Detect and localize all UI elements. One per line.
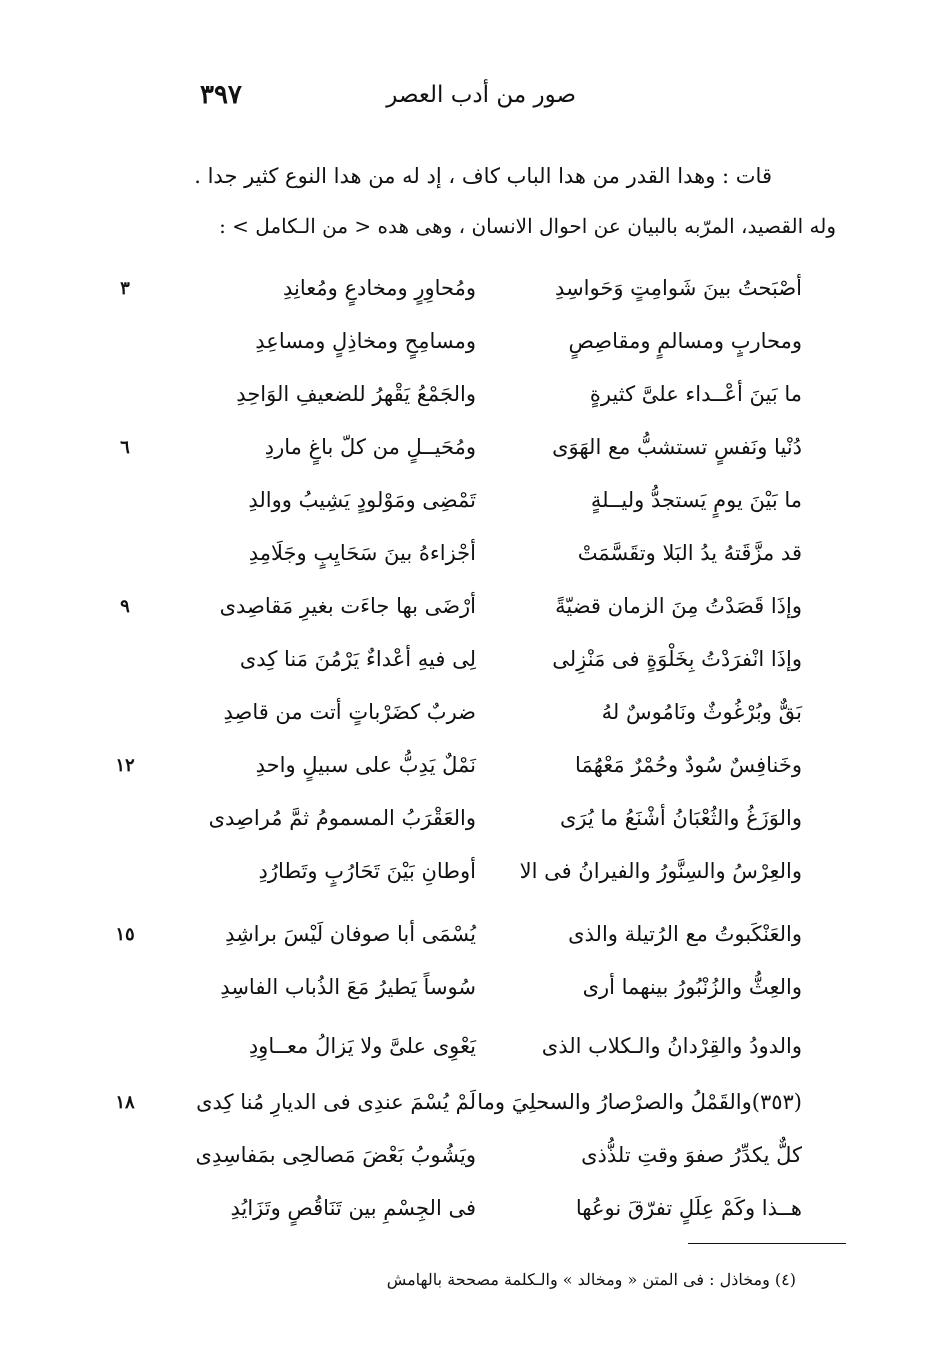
verse-first-hemistich: وخَنافِسٌ سُودٌ وحُمْرٌ مَعْهُمَا (575, 753, 802, 777)
verse-second-hemistich: ومُحَيــلٍ من كلّ باغٍ ماردِ (264, 435, 476, 459)
verse-line (0, 276, 932, 326)
verse-second-hemistich: ومسامِحٍ ومخاذِلٍ ومساعِدِ (255, 329, 476, 353)
line-number: ١٢ (115, 755, 135, 776)
footnote: (٤) ومخاذل : فى المتن « ومخالد » والـكلمة مصححة بالهامش (386, 1270, 796, 1289)
footnote-divider (688, 1243, 846, 1244)
verse-line (0, 859, 932, 909)
verse-second-hemistich: فى الجِسْمِ بين تَنَاقُصٍ وتَزَايُدِ (230, 1196, 476, 1220)
verse-first-hemistich: ما بَيْنَ يومٍ يَستجدُّ وليــلةٍ (590, 488, 802, 512)
verse-line (0, 1034, 932, 1084)
verse-first-hemistich: كلٌّ يكدِّرُ صفوَ وقتِ تلذُّذى (581, 1143, 802, 1167)
verse-first-hemistich: هــذا وكَمْ عِلَلٍ تفرّقَ نوعُها (575, 1196, 802, 1220)
line-number: ٣ (120, 278, 130, 299)
verse-second-hemistich: والجَمْعُ يَقْهرُ للضعيفِ الوَاحِدِ (236, 382, 476, 406)
line-number: ٩ (120, 596, 130, 617)
verse-second-hemistich: أرْضَى بها جاءَت بغيرِ مَقاصِدى (219, 594, 476, 618)
verse-first-hemistich: بَقٌّ وبُرْغُوثٌ ونَامُوسٌ لهُ (601, 700, 802, 724)
running-title: صور من أدب العصر (386, 82, 576, 108)
verse-second-hemistich: أوطانِ بَيْنَ تَحَارُبٍ وتَطارُدِ (258, 859, 476, 883)
verse-second-hemistich: يَعْوِى علىَّ ولا يَزالُ معــاوِدِ (248, 1034, 476, 1058)
verse-first-hemistich: وإذَا انْفرَدْتُ بِخَلْوَةٍ فى مَنْزِلى (552, 647, 802, 671)
verse-line (0, 541, 932, 591)
verse-line (0, 1090, 932, 1140)
verse-line (0, 382, 932, 432)
line-number: ٦ (120, 437, 130, 458)
verse-first-hemistich: دُنْيا ونَفسٍ تستشبُّ مع الهَوَى (552, 435, 802, 459)
verse-second-hemistich: نَمْلٌ يَدِبُّ على سبيلٍ واحدِ (255, 753, 476, 777)
line-number: ١٥ (115, 924, 135, 945)
verse-first-hemistich: والعِرْسُ والسِنَّورُ والفيرانُ فى الا (519, 859, 802, 883)
verse-line (0, 647, 932, 697)
verse-line (0, 594, 932, 644)
verse-first-hemistich: قد مزَّقَتهُ يدُ البَلا وتقَسَّمَتْ (577, 541, 802, 565)
verse-second-hemistich: والعَقْرَبُ المسمومُ ثمَّ مُراصِدى (208, 806, 476, 830)
verse-first-hemistich: وإذَا قَصَدْتُ مِنَ الزمان قضيّةً (555, 594, 802, 618)
verse-second-hemistich: يُسْمَى أبا صوفان لَيْسَ براشِدِ (225, 922, 476, 946)
verse-second-hemistich: ضربٌ كضَرْباتٍ أتت من قاصِدِ (223, 700, 476, 724)
verse-second-hemistich: ومُحاوِرٍ ومخادعٍ ومُعانِدِ (283, 276, 476, 300)
verse-first-hemistich: والعِثُّ والزُنْبُورُ بينهما أرى (582, 975, 802, 999)
verse-second-hemistich: لِى فيهِ أعْداءٌ يَرْمُنَ مَنا كِدى (239, 647, 476, 671)
verse-first-hemistich: أصْبَحتُ بينَ شَوامِتٍ وَحَواسِدِ (555, 276, 802, 300)
page-number: ٣٩٧ (200, 80, 242, 110)
verse-first-hemistich: ما بَينَ أعْــداء علىَّ كثيرةٍ (589, 382, 802, 406)
verse-line (0, 1143, 932, 1193)
verse-first-hemistich: ومحاربٍ ومسالمٍ ومقاصِصٍ (568, 329, 802, 353)
intro-line-2: وله القصيد، المرّبه بالبيان عن احوال الانسان ، وهى هده < من الـكامل > : (219, 214, 836, 238)
verse-second-hemistich: لَمْ يُسْمَ عندِى فى الديارِ مُنا كِدى (196, 1090, 476, 1114)
verse-line (0, 806, 932, 856)
verse-line (0, 329, 932, 379)
verse-first-hemistich: والدودُ والقِرْدانُ والـكلاب الذى (541, 1034, 802, 1058)
verse-line (0, 753, 932, 803)
verse-line (0, 488, 932, 538)
verse-line (0, 1196, 932, 1246)
verse-line (0, 975, 932, 1025)
verse-first-hemistich: والوَزَغُ والثُعْبَانُ أشْنَعُ ما يُرَى (559, 806, 802, 830)
line-number: ١٨ (115, 1092, 135, 1113)
verse-second-hemistich: ويَشُوبُ بَعْضَ مَصالحِى بمَفاسِدِى (195, 1143, 476, 1167)
verse-line (0, 435, 932, 485)
intro-line-1: قات : وهدا القدر من هدا الباب كاف ، إد له من هدا النوع كثير جدا . (194, 164, 772, 188)
verse-first-hemistich: والعَنْكَبوتُ مع الرُتيلة والذى (568, 922, 802, 946)
verse-second-hemistich: تَمْضِى ومَوْلودٍ يَشِيبُ ووالدِ (248, 488, 476, 512)
verse-line (0, 700, 932, 750)
verse-line (0, 922, 932, 972)
verse-first-hemistich: (٣٥٣)والقَمْلُ والصرْصارُ والسحلِيَ وما (477, 1090, 802, 1114)
verse-second-hemistich: أجْزاءهُ بينَ سَحَايِبٍ وجَلَامِدِ (248, 541, 476, 565)
verse-second-hemistich: سُوساً يَطيرُ مَعَ الذُباب الفاسِدِ (220, 975, 476, 999)
page-header (200, 82, 576, 122)
